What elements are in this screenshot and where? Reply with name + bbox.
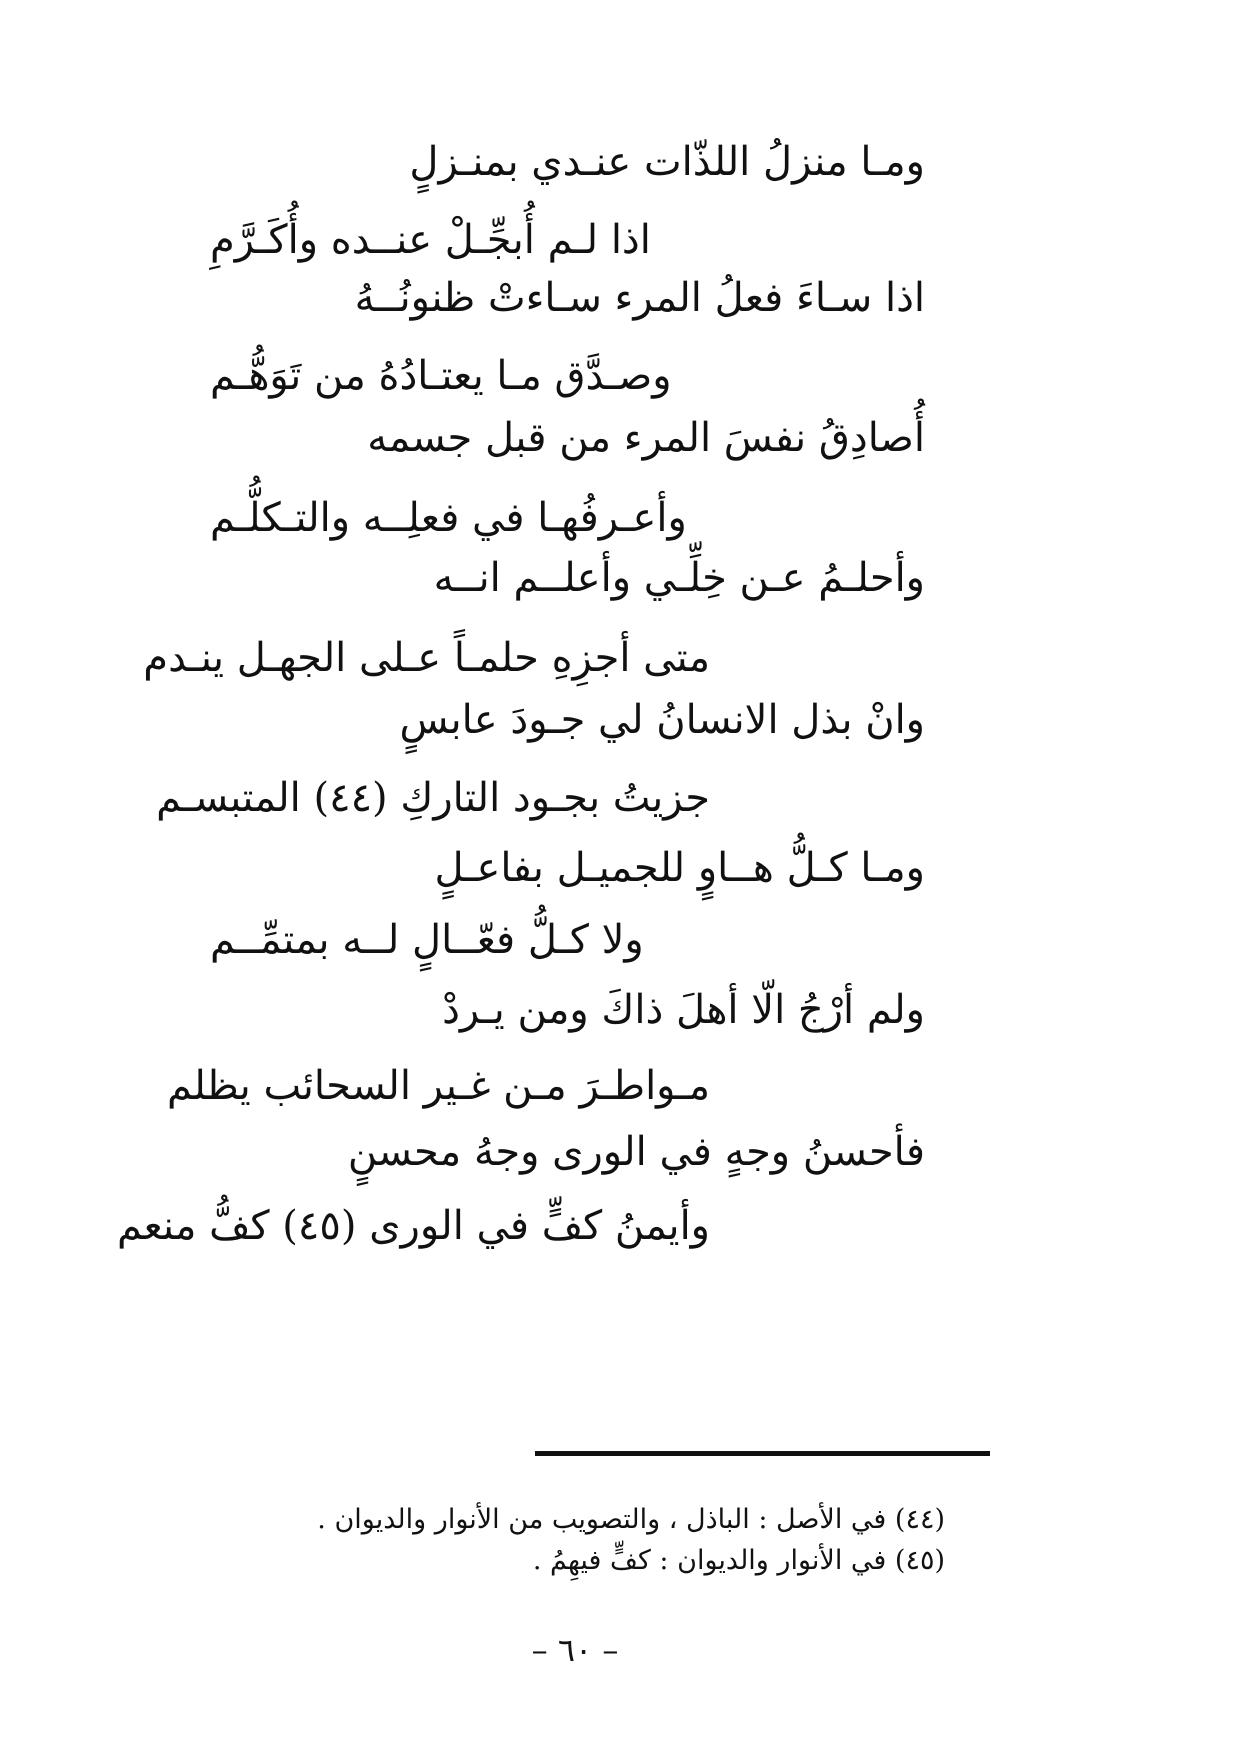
footnote-44: (٤٤) في الأصل : الباذل ، والتصويب من الأنوار والديوان . <box>317 1504 945 1535</box>
footnote-separator <box>535 1451 990 1456</box>
verse-7-first-hemistich: ولم أرْجُ الّا أهلَ ذاكَ ومن يـردْ <box>442 987 925 1033</box>
verse-6-first-hemistich: ومـا كـلُّ هــاوٍ للجميـل بفاعـلٍ <box>434 845 925 891</box>
verse-5-first-hemistich: وانْ بذل الانسانُ لي جـودَ عابسٍ <box>399 697 925 743</box>
verse-6-second-hemistich: ولا كـلُّ فعّــالٍ لــه بمتمِّــم <box>210 917 644 963</box>
verse-3-second-hemistich: وأعـرفُهـا في فعلِــه والتـكلُّـم <box>210 495 687 541</box>
page-number: – ٦٠ – <box>531 1631 619 1669</box>
verse-5-second-hemistich: جزيتُ بجـود التاركِ (٤٤) المتبسـم <box>156 775 710 821</box>
verse-2-second-hemistich: وصـدَّق مـا يعتـادُهُ من تَوَهُّـم <box>210 353 672 399</box>
verse-1-second-hemistich: اذا لـم أُبجِّـلْ عنــده وأُكَـرَّمِ <box>210 217 651 263</box>
verse-8-second-hemistich: وأيمنُ كفٍّ في الورى (٤٥) كفُّ منعم <box>117 1203 710 1249</box>
verse-1-first-hemistich: ومـا منزلُ اللذّات عنـدي بمنـزلٍ <box>409 139 925 185</box>
verse-8-first-hemistich: فأحسنُ وجهٍ في الورى وجهُ محسنٍ <box>347 1129 925 1175</box>
footnote-45: (٤٥) في الأنوار والديوان : كفٍّ فيهِمُ . <box>532 1545 945 1576</box>
verse-7-second-hemistich: مـواطـرَ مـن غـير السحائب يظلم <box>167 1063 710 1109</box>
verse-3-first-hemistich: أُصادِقُ نفسَ المرء من قبل جسمه <box>367 415 925 461</box>
verse-2-first-hemistich: اذا سـاءَ فعلُ المرء سـاءتْ ظنونُــهُ <box>354 275 925 321</box>
verse-4-first-hemistich: وأحلـمُ عـن خِلِّـي وأعلــم انــه <box>433 555 925 601</box>
verse-4-second-hemistich: متى أجزِهِ حلمـاً عـلى الجهـل ينـدم <box>143 635 710 681</box>
